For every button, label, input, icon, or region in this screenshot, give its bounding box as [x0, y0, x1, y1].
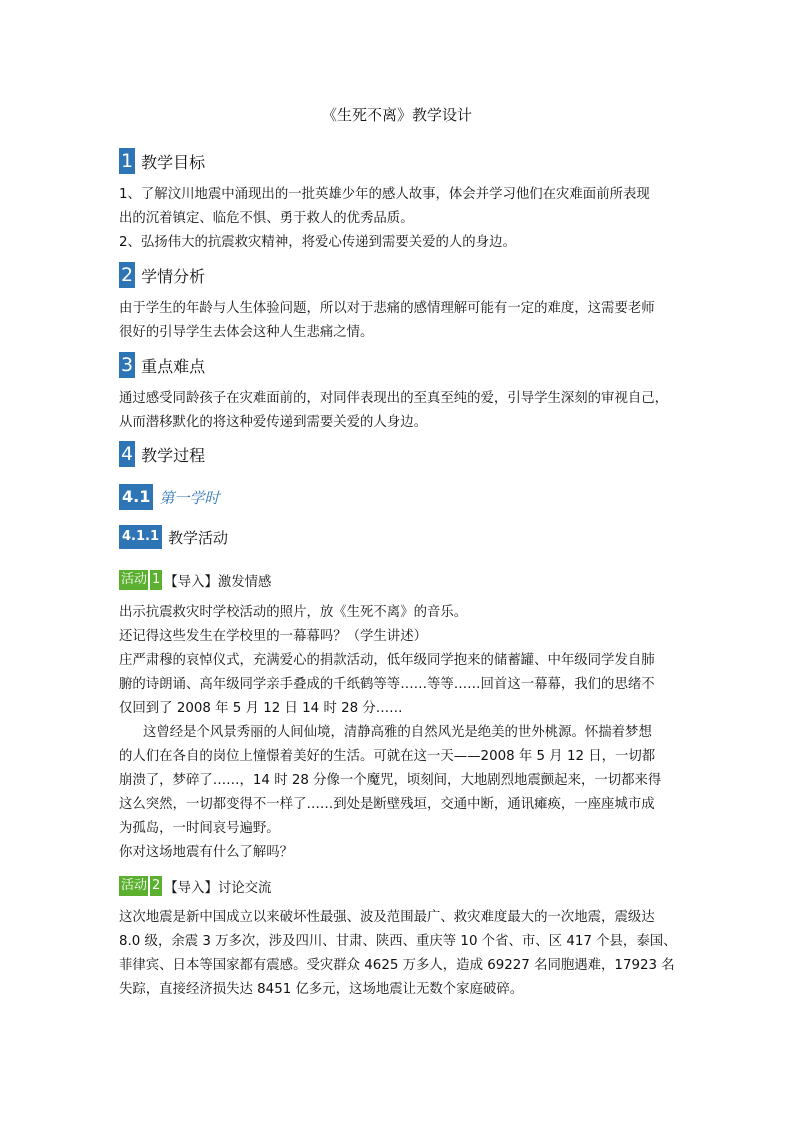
text-line: 由于学生的年龄与人生体验问题，所以对于悲痛的感情理解可能有一定的难度，这需要老师	[119, 301, 655, 316]
text-line: 从而潜移默化的将这种爱传递到需要关爱的人身边。	[119, 415, 427, 430]
activity-title: 【导入】讨论交流	[164, 880, 272, 896]
text-line: 很好的引导学生去体会这种人生悲痛之情。	[119, 325, 374, 340]
activity-2-body	[119, 906, 679, 1002]
section-title: 教学过程	[141, 445, 206, 465]
activity-number: 2	[150, 876, 162, 896]
document-title: 《生死不离》教学设计	[321, 106, 472, 124]
section-number: 3	[121, 354, 134, 376]
text-line: 你对这场地震有什么了解吗？	[119, 845, 294, 860]
text-line: 失踪，直接经济损失达 8451 亿多元，这场地震让无数个家庭破碎。	[119, 982, 524, 997]
section-heading-objectives	[119, 148, 205, 174]
section-title: 教学目标	[141, 152, 206, 172]
subsubsection-number: 4.1.1	[119, 525, 162, 549]
activity-1-body	[119, 601, 679, 865]
text-line: 仅回到了 2008 年 5 月 12 日 14 时 28 分……	[119, 701, 403, 716]
activity-tag: 活动	[119, 570, 148, 590]
text-line: 还记得这些发生在学校里的一幕幕吗？（学生讲述）	[119, 629, 427, 644]
text-line: 1、了解汶川地震中涌现出的一批英雄少年的感人故事，体会并学习他们在灾难面前所表现	[119, 187, 650, 202]
objectives-paragraph	[119, 183, 679, 255]
analysis-paragraph	[119, 297, 679, 345]
text-line: 为孤岛，一时间哀号遍野。	[119, 821, 280, 836]
subsubsection-heading	[119, 525, 228, 549]
section-heading-key-points	[119, 352, 205, 378]
text-line: 8.0 级，余震 3 万多次，涉及四川、甘肃、陕西、重庆等 10 个省、市、区 417 个县，泰国、	[119, 934, 677, 949]
text-line: 通过感受同龄孩子在灾难面前的，对同伴表现出的至真至纯的爱，引导学生深刻的审视自己，	[119, 391, 669, 406]
text-line: 庄严肃穆的哀悼仪式，充满爱心的捐款活动，低年级同学抱来的储蓄罐、中年级同学发自肺	[119, 653, 655, 668]
activity-heading-2	[119, 876, 271, 896]
subsection-heading	[119, 484, 219, 510]
text-line: 2、弘扬伟大的抗震救灾精神，将爱心传递到需要关爱的人的身边。	[119, 235, 516, 250]
text-line: 腑的诗朗诵、高年级同学亲手叠成的千纸鹤等等……等等……回首这一幕幕，我们的思绪不	[119, 677, 655, 692]
section-title: 学情分析	[141, 266, 206, 286]
section-title: 重点难点	[141, 356, 206, 376]
text-line: 的人们在各自的岗位上憧憬着美好的生活。可就在这一天——2008 年 5 月 12 日，一切都	[119, 749, 656, 764]
text-line: 崩溃了，梦碎了……，14 时 28 分像一个魔咒，顷刻间，大地剧烈地震颤起来，一切都来得	[119, 773, 662, 788]
activity-tag: 活动	[119, 876, 148, 896]
section-number: 4	[121, 443, 134, 465]
text-line: 这次地震是新中国成立以来破坏性最强、波及范围最广、救灾难度最大的一次地震，震级达	[119, 910, 655, 925]
section-number: 2	[121, 264, 134, 286]
text-line: 这么突然，一切都变得不一样了……到处是断壁残垣，交通中断，通讯瘫痪，一座座城市成	[119, 797, 655, 812]
key-points-paragraph	[119, 387, 679, 435]
activity-heading-1	[119, 570, 271, 590]
subsection-title: 第一学时	[159, 488, 220, 507]
text-line: 菲律宾、日本等国家都有震感。受灾群众 4625 万多人，造成 69227 名同胞遇难，17923 名	[119, 958, 675, 973]
activity-number: 1	[150, 570, 162, 590]
text-line: 出示抗震救灾时学校活动的照片，放《生死不离》的音乐。	[119, 605, 468, 620]
section-heading-process	[119, 441, 205, 467]
activity-title: 【导入】激发情感	[164, 574, 272, 590]
section-heading-analysis	[119, 262, 205, 288]
subsection-number: 4.1	[119, 484, 153, 510]
text-line: 这曾经是个风景秀丽的人间仙境，清静高雅的自然风光是绝美的世外桃源。怀揣着梦想	[143, 725, 652, 740]
subsubsection-title: 教学活动	[168, 528, 229, 547]
section-number: 1	[121, 150, 134, 172]
text-line: 出的沉着镇定、临危不惧、勇于救人的优秀品质。	[119, 211, 414, 226]
